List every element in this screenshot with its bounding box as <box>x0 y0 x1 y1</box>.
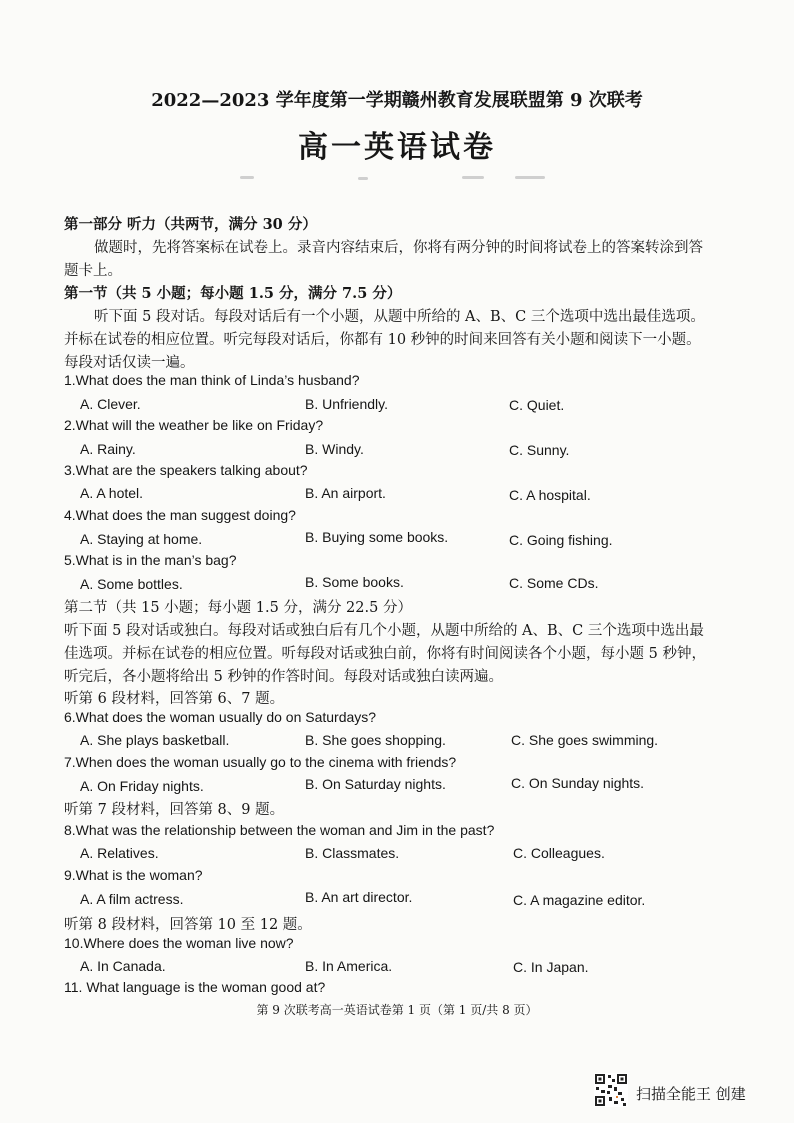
section2-line3: 听完后，各小题将给出 5 秒钟的作答时间。每段对话或独白读两遍。 <box>64 669 503 685</box>
question-1-option-b[interactable]: B. Unfriendly. <box>305 396 388 412</box>
question-7-option-c[interactable]: C. On Sunday nights. <box>511 775 645 791</box>
question-8-option-a[interactable]: A. Relatives. <box>80 845 159 861</box>
question-10-option-c[interactable]: C. In Japan. <box>513 959 589 975</box>
question-2-option-c[interactable]: C. Sunny. <box>509 442 570 458</box>
question-3-option-c[interactable]: C. A hospital. <box>509 487 591 503</box>
question-8-stem: 8.What was the relationship between the woman and Jim in the past? <box>64 822 495 838</box>
question-10-option-a[interactable]: A. In Canada. <box>80 958 166 974</box>
question-2-stem: 2.What will the weather be like on Friday? <box>64 417 324 433</box>
part1-heading: 第一部分 听力（共两节，满分 30 分） <box>64 216 317 233</box>
scan-smudge <box>240 176 254 179</box>
question-10-option-b[interactable]: B. In America. <box>305 958 393 974</box>
question-1-option-a[interactable]: A. Clever. <box>80 396 141 412</box>
question-2-option-a[interactable]: A. Rainy. <box>80 441 136 457</box>
question-9-option-a[interactable]: A. A film actress. <box>80 891 184 907</box>
question-4-option-a[interactable]: A. Staying at home. <box>80 531 203 547</box>
scan-smudge <box>515 176 545 179</box>
question-7-option-a[interactable]: A. On Friday nights. <box>80 778 204 794</box>
question-4-stem: 4.What does the man suggest doing? <box>64 507 296 523</box>
question-8-option-c[interactable]: C. Colleagues. <box>513 845 605 861</box>
section2-line2: 佳选项。并标在试卷的相应位置。听每段对话或独白前，你将有时间阅读各个小题，每小题 5 秒钟， <box>64 646 706 662</box>
subject-title: 高一英语试卷 <box>298 130 496 165</box>
page-footer: 第 9 次联考高一英语试卷第 1 页（第 1 页/共 8 页） <box>256 1003 538 1017</box>
question-6-option-a[interactable]: A. She plays basketball. <box>80 732 230 748</box>
question-9-stem: 9.What is the woman? <box>64 867 203 883</box>
question-4-option-b[interactable]: B. Buying some books. <box>305 529 449 545</box>
question-3-option-b[interactable]: B. An airport. <box>305 485 386 501</box>
question-5-option-b[interactable]: B. Some books. <box>305 574 404 590</box>
question-2-option-b[interactable]: B. Windy. <box>305 441 364 457</box>
question-9-option-c[interactable]: C. A magazine editor. <box>513 892 646 908</box>
scan-smudge <box>358 177 368 180</box>
question-9-option-b[interactable]: B. An art director. <box>305 889 413 905</box>
part1-intro-line2: 题卡上。 <box>64 263 122 279</box>
scanner-brand-label: 扫描全能王 创建 <box>636 1085 746 1103</box>
material-note-7: 听第 7 段材料，回答第 8、9 题。 <box>64 802 285 818</box>
question-8-option-b[interactable]: B. Classmates. <box>305 845 400 861</box>
section1-heading: 第一节（共 5 小题；每小题 1.5 分，满分 7.5 分） <box>64 285 402 302</box>
exam-title: 2022—2023 学年度第一学期赣州教育发展联盟第 9 次联考 <box>151 90 643 111</box>
question-1-stem: 1.What does the man think of Linda’s husband? <box>64 372 360 388</box>
question-3-stem: 3.What are the speakers talking about? <box>64 462 308 478</box>
section1-line3: 每段对话仅读一遍。 <box>64 355 195 371</box>
question-6-option-b[interactable]: B. She goes shopping. <box>305 732 446 748</box>
question-7-option-b[interactable]: B. On Saturday nights. <box>305 776 446 792</box>
section2-line1: 听下面 5 段对话或独白。每段对话或独白后有几个小题，从题中所给的 A、B、C 三个选项中选出最 <box>64 623 704 639</box>
qr-code-icon <box>594 1073 628 1107</box>
question-11-stem: 11. What language is the woman good at? <box>64 979 326 995</box>
section1-line1: 听下面 5 段对话。每段对话后有一个小题，从题中所给的 A、B、C 三个选项中选出最佳选项。 <box>94 309 705 325</box>
section2-heading: 第二节（共 15 小题；每小题 1.5 分，满分 22.5 分） <box>64 600 412 616</box>
question-5-option-a[interactable]: A. Some bottles. <box>80 576 183 592</box>
question-5-option-c[interactable]: C. Some CDs. <box>509 575 599 591</box>
scan-smudge <box>462 176 484 179</box>
material-note-8: 听第 8 段材料，回答第 10 至 12 题。 <box>64 917 312 933</box>
question-10-stem: 10.Where does the woman live now? <box>64 935 294 951</box>
part1-intro-line1: 做题时，先将答案标在试卷上。录音内容结束后，你将有两分钟的时间将试卷上的答案转涂到答 <box>94 240 703 256</box>
material-note-6: 听第 6 段材料，回答第 6、7 题。 <box>64 691 285 707</box>
question-1-option-c[interactable]: C. Quiet. <box>509 397 565 413</box>
question-3-option-a[interactable]: A. A hotel. <box>80 485 144 501</box>
question-4-option-c[interactable]: C. Going fishing. <box>509 532 613 548</box>
question-5-stem: 5.What is in the man’s bag? <box>64 552 237 568</box>
question-7-stem: 7.When does the woman usually go to the cinema with friends? <box>64 754 457 770</box>
question-6-option-c[interactable]: C. She goes swimming. <box>511 732 659 748</box>
section1-line2: 并标在试卷的相应位置。听完每段对话后，你都有 10 秒钟的时间来回答有关小题和阅读下一小题。 <box>64 332 701 348</box>
question-6-stem: 6.What does the woman usually do on Saturdays? <box>64 709 377 725</box>
